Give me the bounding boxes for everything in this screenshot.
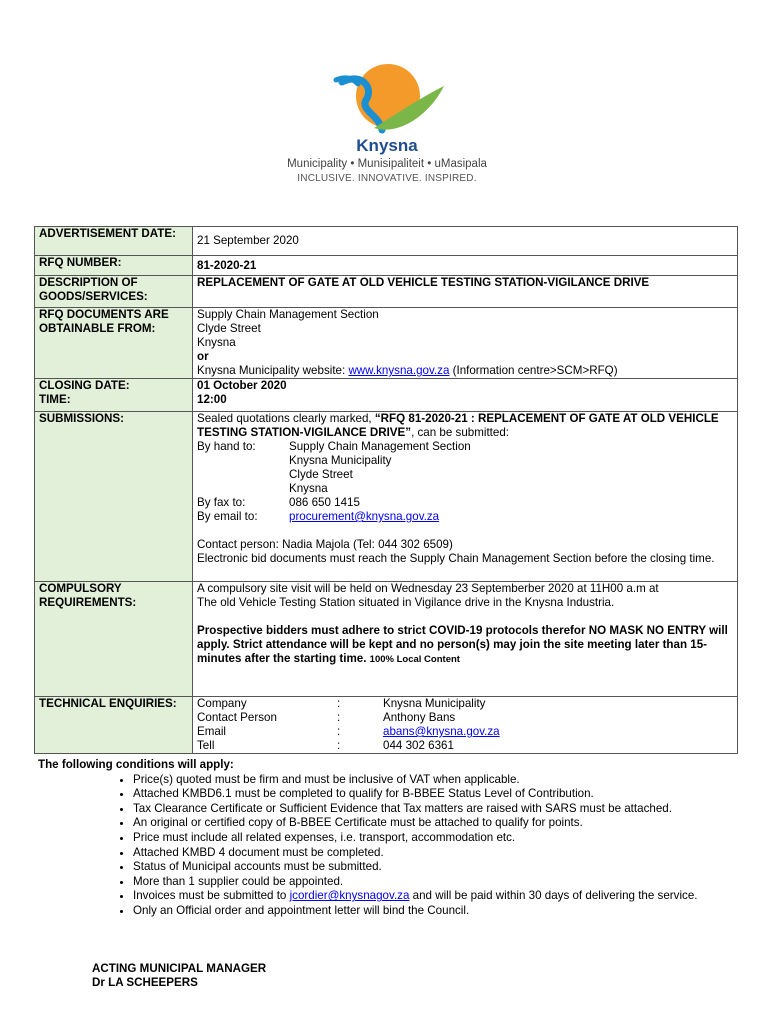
condition-item: • Status of Municipal accounts must be submitted. (133, 860, 738, 875)
submission-methods (197, 440, 471, 524)
tech-row (197, 711, 500, 725)
compulsory-line1: A compulsory site visit will be held on Wednesday 23 Septemberber 2020 at 11H00 a.m at (197, 582, 659, 595)
row-rfq-number (35, 256, 738, 276)
condition-item-invoice (133, 889, 738, 904)
label-submissions: SUBMISSIONS: (35, 412, 193, 582)
tech-row (197, 725, 500, 739)
condition-item: • More than 1 supplier could be appointed. (133, 875, 738, 890)
intro-prefix: Sealed quotations clearly marked, (197, 412, 375, 425)
tech-sep: : (337, 725, 341, 738)
technical-contacts (197, 697, 500, 753)
tech-key: Email (197, 725, 226, 738)
logo-tagline: Municipality • Munisipaliteit • uMasipala (287, 158, 487, 170)
ad-date-text: 21 September 2020 (197, 234, 299, 247)
tech-value: 044 302 6361 (383, 739, 454, 752)
label-documents: RFQ DOCUMENTS ARE OBTAINABLE FROM: (35, 308, 193, 379)
row-submissions (35, 412, 738, 582)
hand-line3: Clyde Street (289, 468, 353, 481)
value-ad-date (193, 227, 738, 256)
tech-key: Contact Person (197, 711, 277, 724)
doc-or: or (197, 350, 209, 363)
label-ad-date: ADVERTISEMENT DATE: (35, 227, 193, 256)
row-closing (35, 379, 738, 412)
value-submissions (193, 412, 738, 582)
label-compulsory: COMPULSORY REQUIREMENTS: (35, 582, 193, 697)
row-documents (35, 308, 738, 379)
condition-item: • Attached KMBD6.1 must be completed to qualify for B-BBEE Status Level of Contribution. (133, 787, 738, 802)
contact-person: Contact person: Nadia Majola (Tel: 044 302 6509) (197, 538, 453, 551)
tech-sep: : (337, 697, 341, 710)
value-description: REPLACEMENT OF GATE AT OLD VEHICLE TESTING STATION-VIGILANCE DRIVE (193, 276, 738, 308)
tech-key: Company (197, 697, 247, 710)
condition-item: • Attached KMBD 4 document must be completed. (133, 846, 738, 861)
value-documents (193, 308, 738, 379)
procurement-email-link[interactable]: procurement@knysna.gov.za (289, 510, 440, 523)
label-description: DESCRIPTION OF GOODS/SERVICES: (35, 276, 193, 308)
intro-suffix: , can be submitted: (411, 426, 510, 439)
signatory-title: ACTING MUNICIPAL MANAGER (92, 962, 267, 975)
closing-date: 01 October 2020 (197, 379, 287, 392)
website-link[interactable]: www.knysna.gov.za (348, 364, 450, 377)
condition-item: • An original or certified copy of B-BBEE Certificate must be attached to qualify for points. (133, 816, 738, 831)
signatory-name: Dr LA SCHEEPERS (92, 976, 198, 989)
tech-sep: : (337, 711, 341, 724)
row-ad-date (35, 227, 738, 256)
tech-row (197, 697, 500, 711)
local-content: 100% Local Content (369, 654, 460, 665)
value-closing (193, 379, 738, 412)
condition-item: • Tax Clearance Certificate or Sufficient Evidence that Tax matters are raised with SARS must be attached. (133, 802, 738, 817)
hand-line1: Supply Chain Management Section (289, 440, 471, 453)
label-closing-date: CLOSING DATE: (39, 379, 130, 392)
signature-block (92, 962, 266, 990)
closing-time: 12:00 (197, 393, 227, 406)
rfq-table (34, 226, 738, 754)
electronic-note: Electronic bid documents must reach the Supply Chain Management Section before the closing time. (197, 552, 715, 565)
invoice-suffix: and will be paid within 30 days of delivering the service. (409, 889, 698, 903)
conditions-list (38, 773, 738, 919)
by-email-label: By email to: (197, 510, 258, 523)
tech-value: Knysna Municipality (383, 697, 486, 710)
label-closing-time: TIME: (39, 393, 71, 406)
doc-web-suffix: (Information centre>SCM>RFQ) (449, 364, 618, 377)
tech-email-link[interactable]: abans@knysna.gov.za (383, 725, 500, 738)
tech-row (197, 739, 500, 753)
invoice-email-link[interactable]: jcordier@knysnagov.za (289, 889, 410, 903)
row-compulsory (35, 582, 738, 697)
condition-item: • Price must include all related expenses, i.e. transport, accommodation etc. (133, 831, 738, 846)
hand-line2: Knysna Municipality (289, 454, 392, 467)
conditions-heading: The following conditions will apply: (38, 758, 234, 771)
value-technical (193, 697, 738, 754)
municipality-logo (262, 58, 512, 188)
hand-line4: Knysna (289, 482, 328, 495)
value-compulsory (193, 582, 738, 697)
by-hand-label: By hand to: (197, 440, 256, 453)
condition-item: • Only an Official order and appointment letter will bind the Council. (133, 904, 738, 919)
tech-sep: : (337, 739, 341, 752)
logo-slogan: INCLUSIVE. INNOVATIVE. INSPIRED. (297, 173, 477, 184)
intro-bold: “RFQ 81-2020-21 : REPLACEMENT OF GATE AT OLD VEHICLE TESTING STATION-VIGILANCE DRIVE” (197, 412, 719, 439)
covid-notice (197, 624, 733, 667)
doc-line2: Clyde Street (197, 322, 261, 335)
submission-intro (197, 412, 733, 440)
tech-value: Anthony Bans (383, 711, 456, 724)
covid-text: Prospective bidders must adhere to strict COVID-19 protocols therefor NO MASK NO ENTRY will apply. Strict attendance will be kept and no person(s) may join the site meeting later than 15-minutes after the starting time. (197, 624, 728, 665)
by-fax-label: By fax to: (197, 496, 246, 509)
doc-web-prefix: Knysna Municipality website: (197, 364, 349, 377)
logo-brand: Knysna (356, 136, 418, 155)
invoice-prefix: Invoices must be submitted to (133, 889, 290, 903)
conditions-section (38, 758, 738, 919)
label-closing (35, 379, 193, 412)
knysna-logo-icon (322, 58, 452, 136)
condition-item: • Price(s) quoted must be firm and must be inclusive of VAT when applicable. (133, 773, 738, 788)
label-technical: TECHNICAL ENQUIRIES: (35, 697, 193, 754)
doc-website (197, 364, 733, 378)
label-rfq-number: RFQ NUMBER: (35, 256, 193, 276)
doc-line1: Supply Chain Management Section (197, 308, 379, 321)
doc-line3: Knysna (197, 336, 236, 349)
fax-number: 086 650 1415 (289, 496, 360, 509)
row-description (35, 276, 738, 308)
value-rfq-number: 81-2020-21 (193, 256, 738, 276)
tech-key: Tell (197, 739, 215, 752)
row-technical (35, 697, 738, 754)
compulsory-line2: The old Vehicle Testing Station situated in Vigilance drive in the Knysna Industria. (197, 596, 615, 609)
